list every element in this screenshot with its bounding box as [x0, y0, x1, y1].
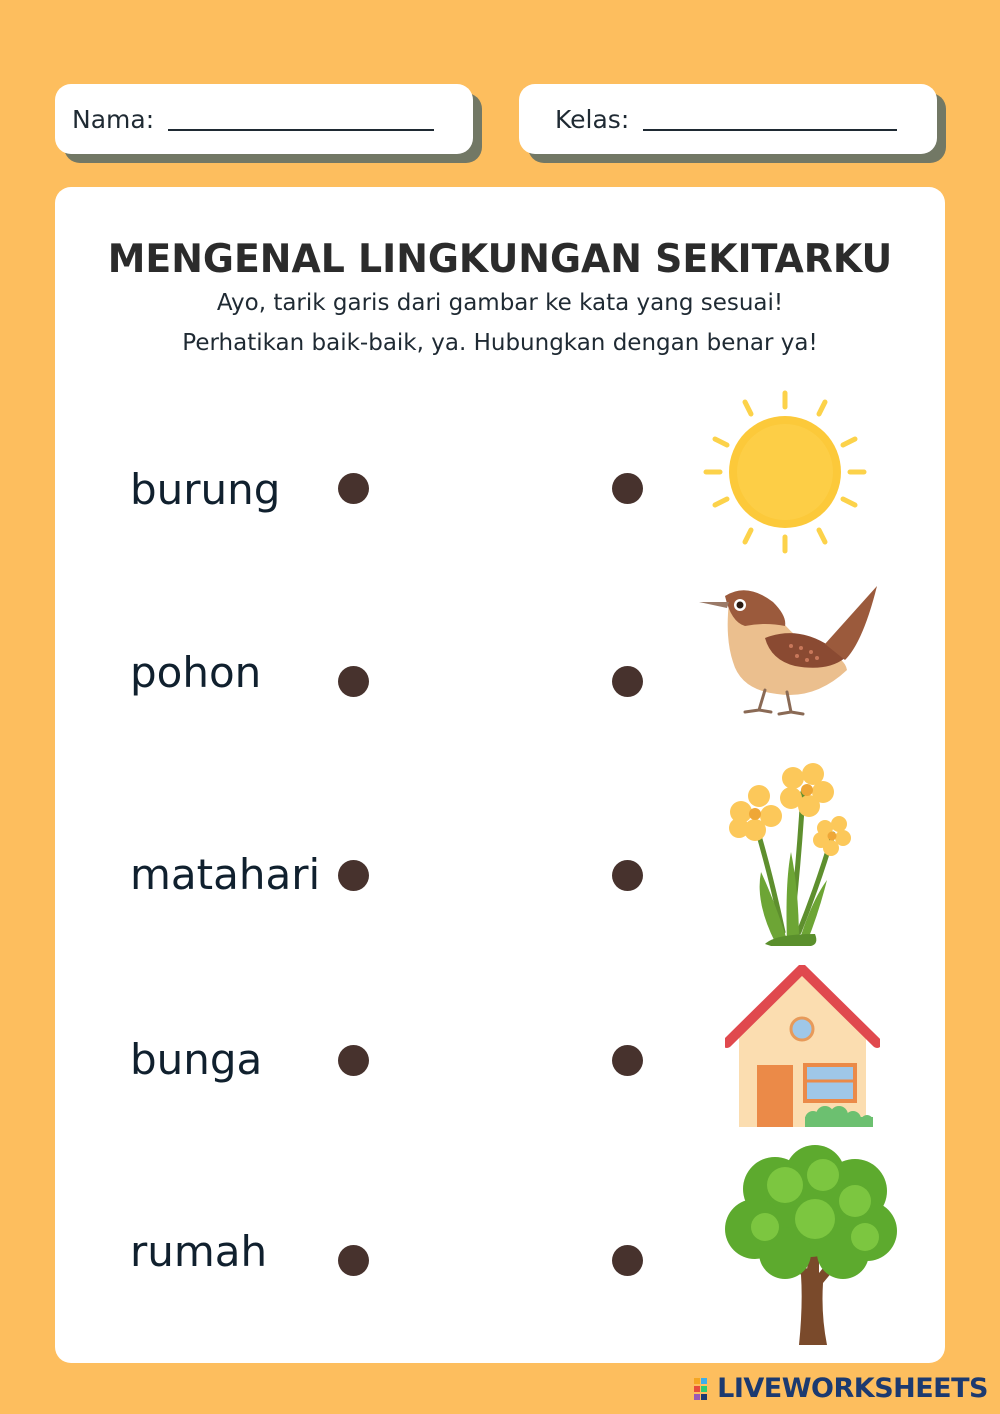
- instruction-line-1: Ayo, tarik garis dari gambar ke kata yang sesuai!: [216, 290, 784, 316]
- right-dot-1[interactable]: [612, 473, 643, 504]
- class-label: Kelas:: [555, 104, 630, 134]
- left-dot-5[interactable]: [338, 1245, 369, 1276]
- liveworksheets-footer: [693, 1373, 988, 1404]
- right-dot-5[interactable]: [612, 1245, 643, 1276]
- name-label: Nama:: [72, 104, 155, 134]
- word-bunga: bunga: [130, 1035, 263, 1084]
- word-matahari: matahari: [130, 850, 321, 899]
- name-field-box: [55, 84, 473, 154]
- liveworksheets-logo-icon: [693, 1376, 715, 1402]
- liveworksheets-brand: LIVEWORKSHEETS: [717, 1373, 988, 1404]
- left-dot-4[interactable]: [338, 1045, 369, 1076]
- house-icon: [725, 965, 880, 1130]
- worksheet-title: MENGENAL LINGKUNGAN SEKITARKU: [107, 237, 893, 282]
- left-dot-3[interactable]: [338, 860, 369, 891]
- worksheet-card: [55, 187, 945, 1363]
- left-dot-2[interactable]: [338, 666, 369, 697]
- right-dot-2[interactable]: [612, 666, 643, 697]
- sun-icon: [700, 387, 870, 557]
- word-pohon: pohon: [130, 648, 262, 697]
- right-dot-4[interactable]: [612, 1045, 643, 1076]
- name-input-line[interactable]: [168, 129, 434, 131]
- tree-icon: [715, 1145, 907, 1345]
- word-burung: burung: [130, 465, 281, 514]
- bird-icon: [695, 582, 885, 722]
- class-field-box: [519, 84, 937, 154]
- instruction-line-2: Perhatikan baik-baik, ya. Hubungkan dengan benar ya!: [182, 330, 818, 356]
- word-rumah: rumah: [130, 1227, 268, 1276]
- right-dot-3[interactable]: [612, 860, 643, 891]
- flower-icon: [715, 762, 865, 952]
- class-input-line[interactable]: [643, 129, 897, 131]
- left-dot-1[interactable]: [338, 473, 369, 504]
